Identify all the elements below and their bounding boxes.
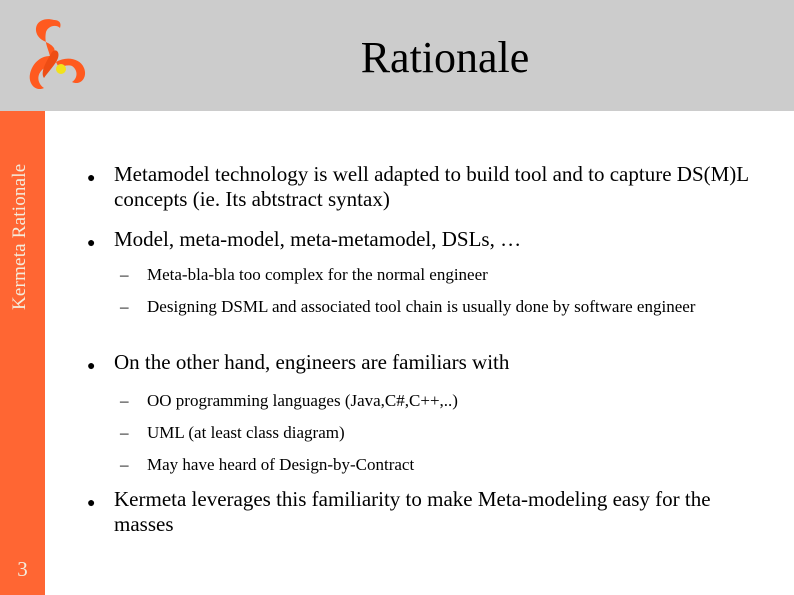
bullet-text: Metamodel technology is well adapted to build tool and to capture DS(M)L concepts (ie. Its abtstract syntax) — [114, 162, 749, 211]
bullet-icon: ● — [87, 359, 96, 374]
bullet-text: Kermeta leverages this familiarity to make Meta-modeling easy for the masses — [114, 487, 711, 536]
bullet-icon: ● — [87, 496, 96, 511]
dash-icon: – — [120, 297, 129, 316]
sub-bullet-text: UML (at least class diagram) — [147, 423, 345, 442]
dash-icon: – — [120, 391, 129, 410]
bullet-text: On the other hand, engineers are familiars with — [114, 350, 510, 374]
slide-header — [0, 0, 794, 111]
dash-icon: – — [120, 265, 129, 284]
bullet-icon: ● — [87, 236, 96, 251]
sub-bullet-text: May have heard of Design-by-Contract — [147, 455, 415, 474]
bullet-icon: ● — [87, 171, 96, 186]
sidebar-label: Kermeta Rationale — [9, 163, 30, 310]
sub-bullet-text: OO programming languages (Java,C#,C++,..) — [147, 391, 458, 410]
slide-title: Rationale — [360, 33, 530, 82]
sub-bullet-text: Meta-bla-bla too complex for the normal engineer — [147, 265, 488, 284]
bullet-text: Model, meta-model, meta-metamodel, DSLs, … — [114, 227, 522, 251]
sub-bullet-text: Designing DSML and associated tool chain is usually done by software engineer — [147, 297, 696, 316]
page-number: 3 — [17, 557, 28, 581]
dash-icon: – — [120, 455, 129, 474]
dash-icon: – — [120, 423, 129, 442]
